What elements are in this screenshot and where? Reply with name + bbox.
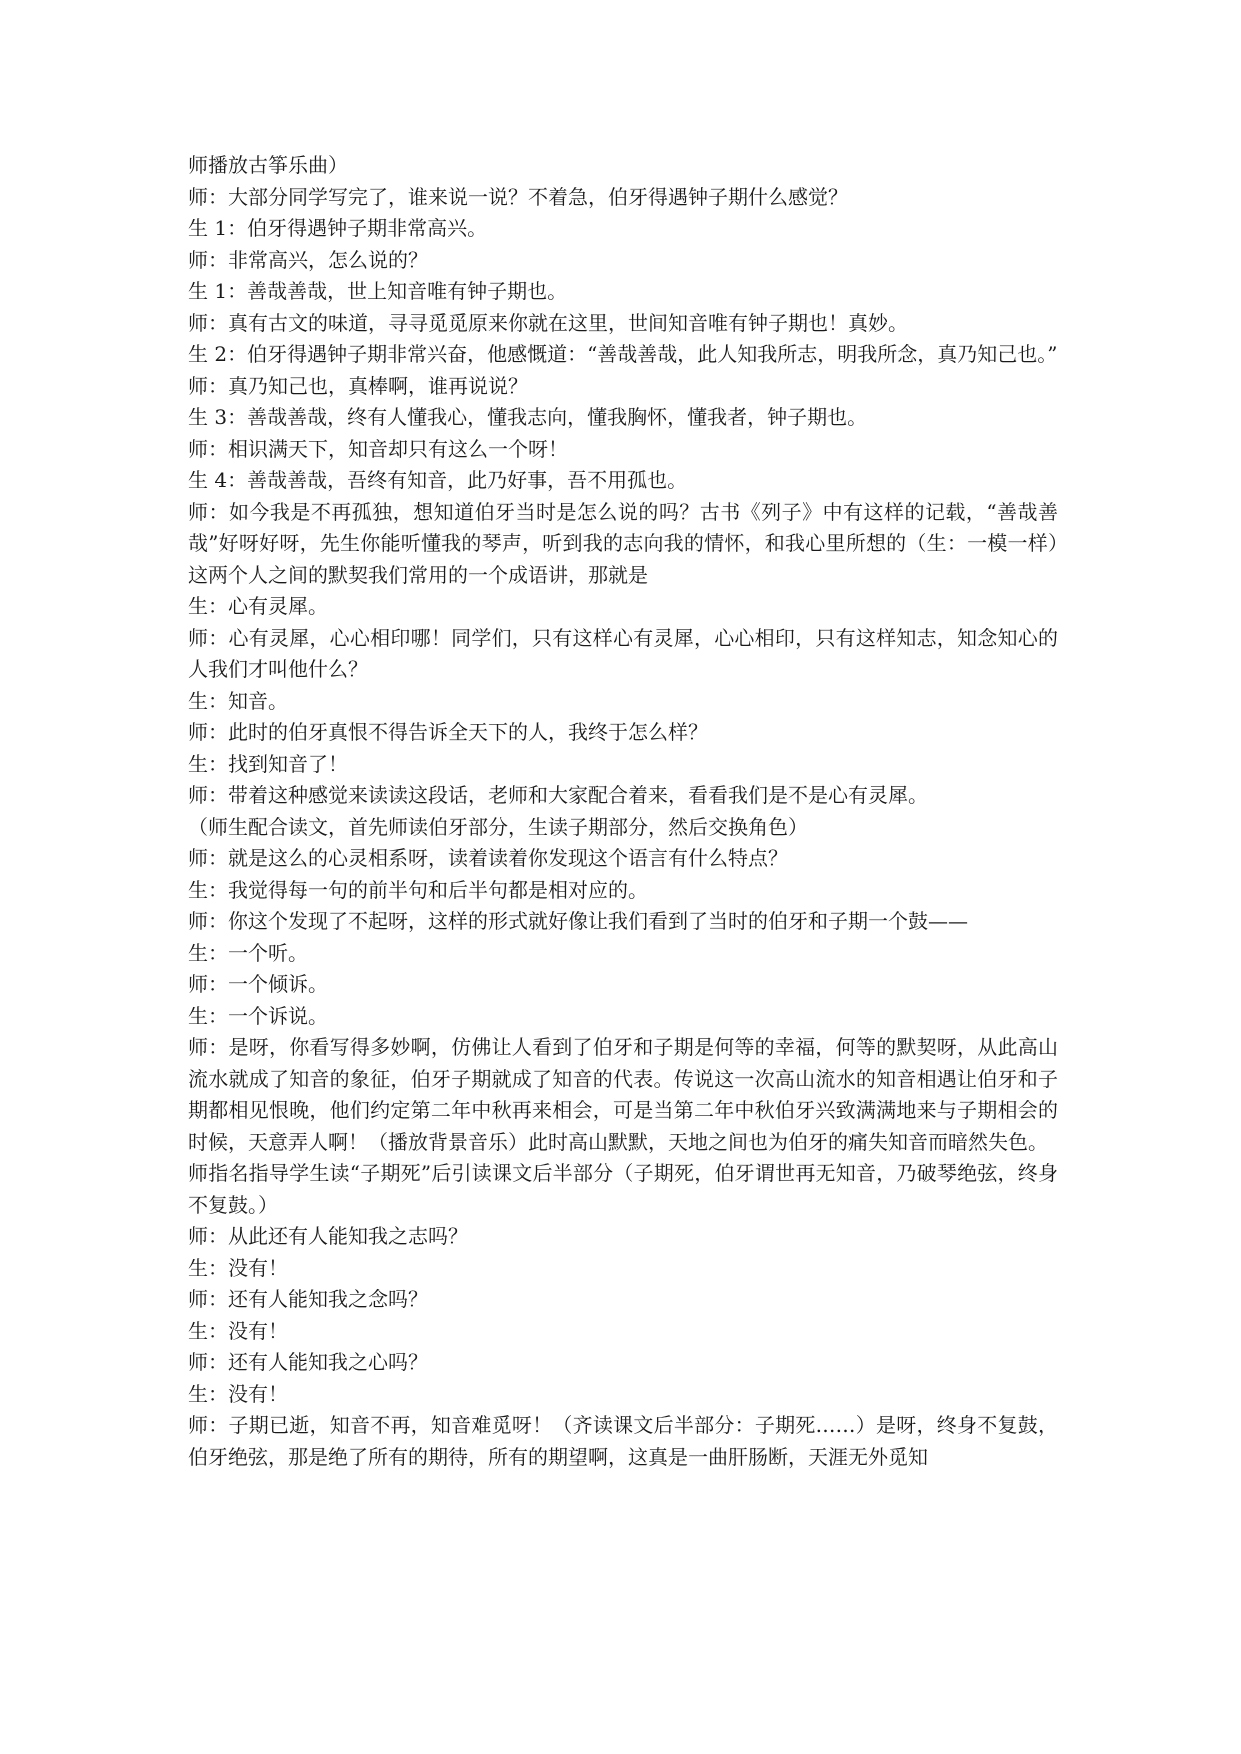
paragraph: 师：还有人能知我之念吗？ [188,1287,428,1311]
paragraph: 师指名指导学生读“子期死”后引读课文后半部分（子期死，伯牙谓世再无知音，乃破琴绝弦，终身不复鼓。） [188,1161,1058,1217]
paragraph: 生 1：伯牙得遇钟子期非常高兴。 [188,216,488,240]
paragraph: 师：就是这么的心灵相系呀，读着读着你发现这个语言有什么特点？ [188,846,788,870]
paragraph: 生：没有！ [188,1381,288,1406]
paragraph: 生：一个听。 [188,940,308,965]
paragraph: 生：没有！ [188,1255,288,1280]
paragraph: 师：此时的伯牙真恨不得告诉全天下的人，我终于怎么样？ [188,720,708,744]
paragraph: 师：真有古文的味道，寻寻觅觅原来你就在这里，世间知音唯有钟子期也！真妙。 [188,310,908,335]
paragraph: 师：非常高兴，怎么说的？ [188,247,428,272]
paragraph: 生：没有！ [188,1318,288,1343]
paragraph: 师：相识满天下，知音却只有这么一个呀！ [188,436,568,461]
paragraph: 师：子期已逝，知音不再，知音难觅呀！（齐读课文后半部分：子期死……）是呀，终身不复鼓，伯牙绝弦，那是绝了所有的期待，所有的期望啊，这真是一曲肝肠断，天涯无外觅知 [188,1413,1058,1469]
paragraph: 生 4：善哉善哉，吾终有知音，此乃好事，吾不用孤也。 [188,468,688,492]
paragraph: 师：如今我是不再孤独，想知道伯牙当时是怎么说的吗？古书《列子》中有这样的记载，“善哉善哉”好呀好呀，先生你能听懂我的琴声，听到我的志向我的情怀，和我心里所想的（生：一模一样）这两个人之间的默契我们常用的一个成语讲，那就是 [188,499,1058,587]
paragraph: 师：还有人能知我之心吗？ [188,1350,428,1374]
paragraph: 生：我觉得每一句的前半句和后半句都是相对应的。 [188,877,648,902]
paragraph: 师：从此还有人能知我之志吗？ [188,1224,468,1248]
paragraph: 师播放古筝乐曲） [188,153,348,177]
paragraph: 生：心有灵犀。 [188,594,328,618]
document-body [188,150,1058,1473]
paragraph: 师：带着这种感觉来读读这段话，老师和大家配合着来，看看我们是不是心有灵犀。 [188,783,928,807]
paragraph: 师：大部分同学写完了，谁来说一说？不着急，伯牙得遇钟子期什么感觉？ [188,184,848,209]
paragraph: 师：是呀，你看写得多妙啊，仿佛让人看到了伯牙和子期是何等的幸福，何等的默契呀，从此高山流水就成了知音的象征，伯牙子期就成了知音的代表。传说这一次高山流水的知音相遇让伯牙和子期都相见恨晚，他们约定第二年中秋再来相会，可是当第二年中秋伯牙兴致满满地来与子期相会的时候，天意弄人啊！（播放背景音乐）此时高山默默，天地之间也为伯牙的痛失知音而暗然失色。 [188,1035,1058,1154]
paragraph: 生 3：善哉善哉，终有人懂我心，懂我志向，懂我胸怀，懂我者，钟子期也。 [188,405,868,429]
paragraph: 师：真乃知己也，真棒啊，谁再说说？ [188,373,528,398]
paragraph: 生：一个诉说。 [188,1003,328,1028]
paragraph: 师：你这个发现了不起呀，这样的形式就好像让我们看到了当时的伯牙和子期一个鼓—— [188,909,968,933]
paragraph: 生：找到知音了！ [188,751,348,776]
paragraph: 生 1：善哉善哉，世上知音唯有钟子期也。 [188,279,568,303]
paragraph: 生：知音。 [188,688,288,713]
paragraph: （师生配合读文，首先师读伯牙部分，生读子期部分，然后交换角色） [188,814,808,839]
paragraph: 师：一个倾诉。 [188,972,328,996]
paragraph: 师：心有灵犀，心心相印哪！同学们，只有这样心有灵犀，心心相印，只有这样知志，知念知心的人我们才叫他什么？ [188,625,1058,681]
paragraph: 生 2：伯牙得遇钟子期非常兴奋，他感慨道：“善哉善哉，此人知我所志，明我所念，真乃知己也。” [188,342,1058,366]
